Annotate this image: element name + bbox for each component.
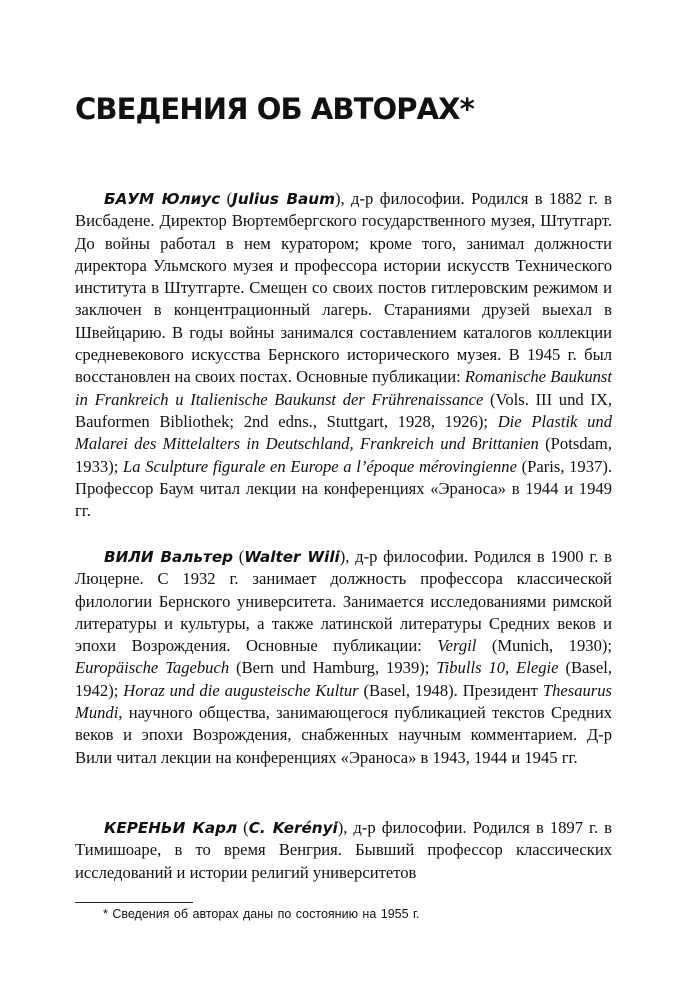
footnote: * Сведения об авторах даны по состоянию на 1955 г. [103,907,420,921]
footnote-divider [75,902,193,903]
bio-text: (Vols. III und IX, Bauformen Bibliothek; 2nd edns., Stuttgart, 1928, 1926); [75,389,612,431]
latin-name-open: ( [233,547,245,566]
latin-name-close: ) [334,189,341,208]
author-entry-baum [75,188,612,522]
bio-text: , научного общества, занимающегося публикацией текстов Средних веков и эпохи Возрождения, снабженных научным комментарием. Д-р Вили читал лекции на конференциях «Эраноса» в 1943, 1944 и 1945 гг. [75,703,612,767]
author-name: ВИЛИ Вальтер [104,548,234,566]
latin-name-open: ( [237,818,249,837]
publication-title: Europäische Tagebuch [75,658,230,678]
publication-title: Vergil [437,636,477,656]
bio-text: , д-р философии. Родился в 1897 г. в Тимишоаре, в то время Венгрия. Бывший профессор классических исследований и истории религий университетов [75,818,612,882]
author-entry-wili [75,546,612,769]
bio-text: (Potsdam, 1933); [75,434,612,476]
author-latin-name: C. Kerényi [248,819,338,837]
bio-text: , д-р философии. Родился в 1882 г. в Висбадене. Директор Вюртембергского государственного музея, Штутгарт. До войны работал в нем куратором; кроме того, занимал должности директора Ульмского музея и профессора истории искусств Технического института в Штутгарте. Смещен со своих постов гитлеровским режимом и заключен в концентрационный лагерь. Стараниями друзей выехал в Швейцарию. В годы войны занимался составлением каталогов коллекции средневекового искусства Бернского исторического музея. В 1945 г. был восстановлен на своих постах. Основные публикации: [75,189,612,387]
bio-text: , д-р философии. Родился в 1900 г. в Люцерне. С 1932 г. занимает должность профессора классической филологии Бернского университета. Занимается исследованиями римской литературы и культуры, а также латинской литературы Средних веков и эпохи Возрождения. Основные публикации: [75,547,612,656]
page-title: СВЕДЕНИЯ ОБ АВТОРАХ* [75,92,474,126]
latin-name-close: ) [339,547,346,566]
latin-name-close: ) [337,818,344,837]
bio-text: (Basel, 1948). Президент [358,680,543,700]
society-title: Thesaurus Mundi [75,680,612,723]
publication-title: Tibulls 10, Elegie [436,658,559,678]
publication-title: Romanische Baukunst in Frankreich u Italienische Baukunst der Frührenaissance [75,367,612,409]
publication-title: Horaz und die augusteische Kultur [123,680,359,700]
bio-text: (Basel, 1942); [75,658,613,700]
author-latin-name: Walter Wili [244,548,340,566]
bio-text: (Bern und Hamburg, 1939); [229,658,437,678]
author-name: КЕРЕНЬИ Карл [104,819,238,837]
bio-text: (Paris, 1937). Профессор Баум читал лекции на конференциях «Эраноса» в 1944 и 1949 гг. [75,456,612,521]
author-name: БАУМ Юлиус [104,190,221,208]
bio-text: (Munich, 1930); [476,636,613,656]
latin-name-open: ( [220,189,233,208]
author-latin-name: Julius Baum [232,190,335,208]
publication-title: La Sculpture figurale en Europe a l’époque mérovingienne [123,456,517,476]
publication-title: Die Plastik und Malarei des Mittelalters in Deutschland, Frankreich und Brittanien [75,411,612,454]
author-entry-kerenyi [75,817,612,884]
